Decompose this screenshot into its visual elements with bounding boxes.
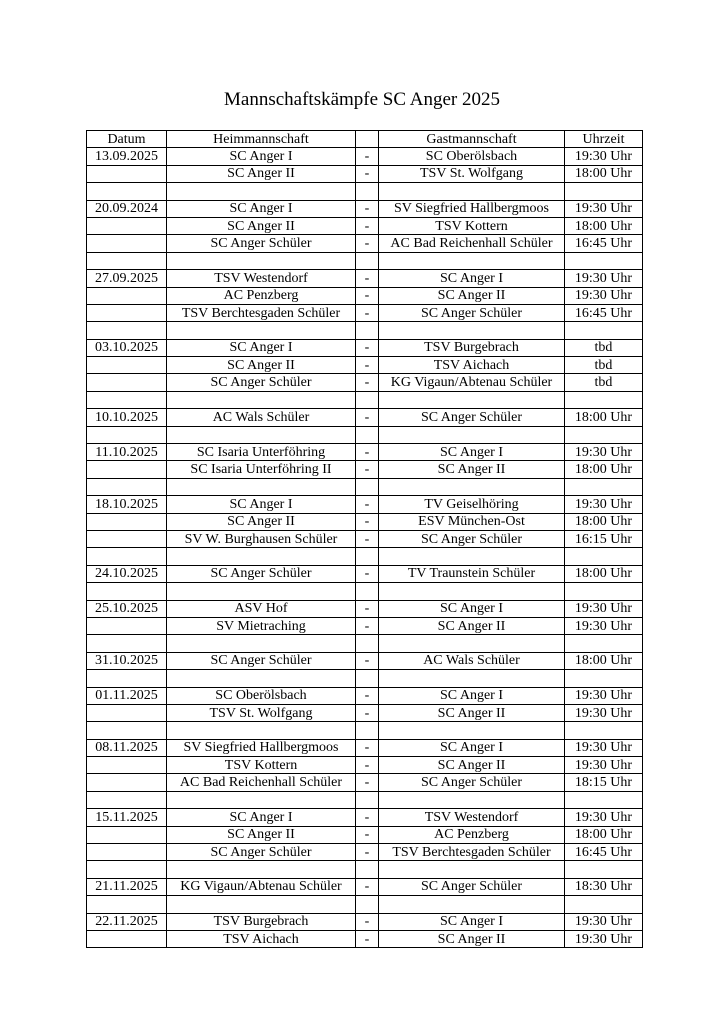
header-date: Datum	[87, 131, 167, 148]
date-cell	[87, 861, 167, 878]
separator-cell	[356, 322, 379, 339]
guest-team-cell: AC Wals Schüler	[379, 652, 565, 669]
spacer-row	[87, 583, 643, 600]
home-team-cell	[167, 670, 356, 687]
separator-cell: -	[356, 913, 379, 930]
time-cell: 18:30 Uhr	[565, 878, 643, 895]
time-cell: 18:00 Uhr	[565, 826, 643, 843]
guest-team-cell: SC Anger I	[379, 913, 565, 930]
date-cell	[87, 235, 167, 252]
separator-cell: -	[356, 878, 379, 895]
time-cell: tbd	[565, 357, 643, 374]
separator-cell: -	[356, 304, 379, 321]
home-team-cell: TSV Burgebrach	[167, 913, 356, 930]
home-team-cell: SV W. Burghausen Schüler	[167, 530, 356, 547]
guest-team-cell: SC Anger Schüler	[379, 774, 565, 791]
separator-cell	[356, 183, 379, 200]
guest-team-cell: TSV Westendorf	[379, 809, 565, 826]
table-row	[87, 200, 643, 217]
guest-team-cell	[379, 391, 565, 408]
time-cell	[565, 426, 643, 443]
home-team-cell: AC Penzberg	[167, 287, 356, 304]
date-cell	[87, 722, 167, 739]
home-team-cell	[167, 183, 356, 200]
date-cell	[87, 583, 167, 600]
date-cell	[87, 165, 167, 182]
header-separator	[356, 131, 379, 148]
time-cell: 18:00 Uhr	[565, 565, 643, 582]
separator-cell: -	[356, 930, 379, 947]
separator-cell: -	[356, 652, 379, 669]
date-cell	[87, 670, 167, 687]
spacer-row	[87, 426, 643, 443]
table-row	[87, 235, 643, 252]
table-row	[87, 878, 643, 895]
spacer-row	[87, 252, 643, 269]
spacer-row	[87, 861, 643, 878]
date-cell: 22.11.2025	[87, 913, 167, 930]
date-cell: 13.09.2025	[87, 148, 167, 165]
separator-cell: -	[356, 844, 379, 861]
time-cell	[565, 896, 643, 913]
guest-team-cell: SC Anger I	[379, 687, 565, 704]
guest-team-cell: TSV St. Wolfgang	[379, 165, 565, 182]
table-row	[87, 757, 643, 774]
home-team-cell: SC Anger I	[167, 148, 356, 165]
time-cell: 19:30 Uhr	[565, 444, 643, 461]
table-row	[87, 287, 643, 304]
separator-cell: -	[356, 687, 379, 704]
table-row	[87, 739, 643, 756]
separator-cell: -	[356, 287, 379, 304]
guest-team-cell: SC Anger I	[379, 739, 565, 756]
date-cell	[87, 183, 167, 200]
date-cell	[87, 896, 167, 913]
separator-cell: -	[356, 409, 379, 426]
spacer-row	[87, 896, 643, 913]
table-row	[87, 652, 643, 669]
time-cell: 19:30 Uhr	[565, 704, 643, 721]
separator-cell: -	[356, 617, 379, 634]
time-cell: 19:30 Uhr	[565, 617, 643, 634]
date-cell	[87, 374, 167, 391]
home-team-cell	[167, 426, 356, 443]
guest-team-cell: SC Anger II	[379, 757, 565, 774]
home-team-cell: SC Isaria Unterföhring	[167, 444, 356, 461]
separator-cell	[356, 722, 379, 739]
home-team-cell: AC Wals Schüler	[167, 409, 356, 426]
guest-team-cell	[379, 791, 565, 808]
spacer-row	[87, 722, 643, 739]
time-cell: 18:15 Uhr	[565, 774, 643, 791]
table-row	[87, 165, 643, 182]
home-team-cell: SC Anger II	[167, 357, 356, 374]
table-row	[87, 704, 643, 721]
home-team-cell: SC Anger II	[167, 513, 356, 530]
date-cell: 21.11.2025	[87, 878, 167, 895]
separator-cell	[356, 548, 379, 565]
date-cell: 20.09.2024	[87, 200, 167, 217]
home-team-cell: SC Anger Schüler	[167, 652, 356, 669]
separator-cell: -	[356, 217, 379, 234]
home-team-cell	[167, 322, 356, 339]
separator-cell: -	[356, 600, 379, 617]
time-cell: 18:00 Uhr	[565, 217, 643, 234]
date-cell	[87, 930, 167, 947]
guest-team-cell	[379, 722, 565, 739]
table-row	[87, 270, 643, 287]
table-row	[87, 826, 643, 843]
home-team-cell: TSV St. Wolfgang	[167, 704, 356, 721]
date-cell	[87, 461, 167, 478]
guest-team-cell	[379, 183, 565, 200]
separator-cell: -	[356, 165, 379, 182]
date-cell	[87, 548, 167, 565]
date-cell	[87, 252, 167, 269]
guest-team-cell: SC Anger Schüler	[379, 878, 565, 895]
time-cell: 19:30 Uhr	[565, 287, 643, 304]
guest-team-cell: SC Anger Schüler	[379, 530, 565, 547]
home-team-cell	[167, 722, 356, 739]
date-cell: 11.10.2025	[87, 444, 167, 461]
separator-cell	[356, 583, 379, 600]
time-cell: 18:00 Uhr	[565, 409, 643, 426]
table-row	[87, 913, 643, 930]
spacer-row	[87, 670, 643, 687]
table-row	[87, 444, 643, 461]
guest-team-cell: SC Anger II	[379, 704, 565, 721]
separator-cell	[356, 426, 379, 443]
time-cell: 19:30 Uhr	[565, 757, 643, 774]
table-row	[87, 148, 643, 165]
table-header	[87, 131, 643, 148]
guest-team-cell	[379, 635, 565, 652]
header-time: Uhrzeit	[565, 131, 643, 148]
table-row	[87, 774, 643, 791]
time-cell: 18:00 Uhr	[565, 513, 643, 530]
spacer-row	[87, 183, 643, 200]
time-cell	[565, 548, 643, 565]
date-cell	[87, 826, 167, 843]
date-cell	[87, 774, 167, 791]
time-cell: 19:30 Uhr	[565, 687, 643, 704]
date-cell	[87, 217, 167, 234]
table-row	[87, 530, 643, 547]
home-team-cell: SC Anger II	[167, 165, 356, 182]
guest-team-cell	[379, 670, 565, 687]
home-team-cell: KG Vigaun/Abtenau Schüler	[167, 878, 356, 895]
home-team-cell: TSV Westendorf	[167, 270, 356, 287]
date-cell: 24.10.2025	[87, 565, 167, 582]
separator-cell: -	[356, 513, 379, 530]
date-cell	[87, 844, 167, 861]
home-team-cell: SC Oberölsbach	[167, 687, 356, 704]
guest-team-cell: TSV Kottern	[379, 217, 565, 234]
time-cell	[565, 791, 643, 808]
home-team-cell: ASV Hof	[167, 600, 356, 617]
guest-team-cell: TSV Berchtesgaden Schüler	[379, 844, 565, 861]
home-team-cell: SC Anger I	[167, 339, 356, 356]
home-team-cell	[167, 791, 356, 808]
guest-team-cell: KG Vigaun/Abtenau Schüler	[379, 374, 565, 391]
home-team-cell: SC Anger II	[167, 826, 356, 843]
table-row	[87, 844, 643, 861]
guest-team-cell	[379, 478, 565, 495]
guest-team-cell: SC Anger Schüler	[379, 304, 565, 321]
table-row	[87, 374, 643, 391]
separator-cell: -	[356, 339, 379, 356]
time-cell: 16:45 Uhr	[565, 235, 643, 252]
date-cell	[87, 635, 167, 652]
separator-cell: -	[356, 774, 379, 791]
guest-team-cell: TV Traunstein Schüler	[379, 565, 565, 582]
schedule-table	[86, 130, 643, 948]
table-row	[87, 409, 643, 426]
date-cell	[87, 391, 167, 408]
table-row	[87, 339, 643, 356]
time-cell: 19:30 Uhr	[565, 496, 643, 513]
date-cell: 03.10.2025	[87, 339, 167, 356]
home-team-cell	[167, 583, 356, 600]
header-row	[87, 131, 643, 148]
home-team-cell: SC Anger II	[167, 217, 356, 234]
time-cell	[565, 583, 643, 600]
time-cell	[565, 183, 643, 200]
date-cell	[87, 757, 167, 774]
guest-team-cell: SC Anger I	[379, 444, 565, 461]
home-team-cell	[167, 548, 356, 565]
home-team-cell: SV Siegfried Hallbergmoos	[167, 739, 356, 756]
date-cell: 18.10.2025	[87, 496, 167, 513]
table-row	[87, 809, 643, 826]
spacer-row	[87, 635, 643, 652]
home-team-cell: AC Bad Reichenhall Schüler	[167, 774, 356, 791]
guest-team-cell: SC Anger II	[379, 617, 565, 634]
date-cell: 31.10.2025	[87, 652, 167, 669]
table-row	[87, 617, 643, 634]
separator-cell: -	[356, 461, 379, 478]
home-team-cell: SC Anger Schüler	[167, 235, 356, 252]
date-cell: 01.11.2025	[87, 687, 167, 704]
date-cell	[87, 426, 167, 443]
date-cell: 27.09.2025	[87, 270, 167, 287]
guest-team-cell: AC Bad Reichenhall Schüler	[379, 235, 565, 252]
guest-team-cell: SC Oberölsbach	[379, 148, 565, 165]
guest-team-cell: TSV Burgebrach	[379, 339, 565, 356]
guest-team-cell: ESV München-Ost	[379, 513, 565, 530]
time-cell: 19:30 Uhr	[565, 913, 643, 930]
separator-cell: -	[356, 565, 379, 582]
date-cell	[87, 617, 167, 634]
separator-cell: -	[356, 704, 379, 721]
guest-team-cell: SV Siegfried Hallbergmoos	[379, 200, 565, 217]
home-team-cell: TSV Kottern	[167, 757, 356, 774]
time-cell: tbd	[565, 374, 643, 391]
home-team-cell: SC Isaria Unterföhring II	[167, 461, 356, 478]
date-cell	[87, 478, 167, 495]
table-body	[87, 148, 643, 948]
time-cell	[565, 861, 643, 878]
date-cell	[87, 304, 167, 321]
guest-team-cell: SC Anger I	[379, 600, 565, 617]
date-cell: 10.10.2025	[87, 409, 167, 426]
table-row	[87, 565, 643, 582]
time-cell	[565, 722, 643, 739]
home-team-cell: TSV Aichach	[167, 930, 356, 947]
separator-cell	[356, 670, 379, 687]
home-team-cell: SC Anger Schüler	[167, 844, 356, 861]
home-team-cell	[167, 391, 356, 408]
separator-cell	[356, 391, 379, 408]
home-team-cell	[167, 896, 356, 913]
time-cell: 16:45 Uhr	[565, 304, 643, 321]
guest-team-cell: TV Geiselhöring	[379, 496, 565, 513]
guest-team-cell: SC Anger II	[379, 930, 565, 947]
guest-team-cell	[379, 426, 565, 443]
separator-cell: -	[356, 826, 379, 843]
date-cell	[87, 704, 167, 721]
separator-cell: -	[356, 270, 379, 287]
guest-team-cell: TSV Aichach	[379, 357, 565, 374]
time-cell: 19:30 Uhr	[565, 600, 643, 617]
time-cell	[565, 635, 643, 652]
time-cell: 19:30 Uhr	[565, 930, 643, 947]
table-row	[87, 513, 643, 530]
separator-cell	[356, 791, 379, 808]
time-cell: 16:15 Uhr	[565, 530, 643, 547]
home-team-cell: SC Anger Schüler	[167, 374, 356, 391]
date-cell: 08.11.2025	[87, 739, 167, 756]
separator-cell	[356, 896, 379, 913]
guest-team-cell: SC Anger II	[379, 461, 565, 478]
date-cell	[87, 322, 167, 339]
home-team-cell	[167, 635, 356, 652]
home-team-cell	[167, 478, 356, 495]
guest-team-cell	[379, 252, 565, 269]
guest-team-cell	[379, 583, 565, 600]
separator-cell: -	[356, 357, 379, 374]
table-row	[87, 461, 643, 478]
date-cell	[87, 357, 167, 374]
home-team-cell: SC Anger Schüler	[167, 565, 356, 582]
time-cell: 19:30 Uhr	[565, 148, 643, 165]
separator-cell	[356, 635, 379, 652]
separator-cell: -	[356, 444, 379, 461]
separator-cell: -	[356, 496, 379, 513]
separator-cell: -	[356, 739, 379, 756]
table-row	[87, 600, 643, 617]
spacer-row	[87, 391, 643, 408]
time-cell: tbd	[565, 339, 643, 356]
spacer-row	[87, 791, 643, 808]
table-row	[87, 304, 643, 321]
guest-team-cell	[379, 896, 565, 913]
guest-team-cell	[379, 861, 565, 878]
date-cell	[87, 287, 167, 304]
time-cell	[565, 391, 643, 408]
table-row	[87, 496, 643, 513]
table-row	[87, 930, 643, 947]
separator-cell: -	[356, 809, 379, 826]
time-cell: 19:30 Uhr	[565, 809, 643, 826]
guest-team-cell: SC Anger II	[379, 287, 565, 304]
table-row	[87, 687, 643, 704]
time-cell: 19:30 Uhr	[565, 270, 643, 287]
table-row	[87, 217, 643, 234]
separator-cell: -	[356, 235, 379, 252]
separator-cell: -	[356, 200, 379, 217]
time-cell: 16:45 Uhr	[565, 844, 643, 861]
page-title: Mannschaftskämpfe SC Anger 2025	[224, 89, 500, 110]
date-cell	[87, 791, 167, 808]
separator-cell: -	[356, 757, 379, 774]
home-team-cell	[167, 861, 356, 878]
home-team-cell: SC Anger I	[167, 200, 356, 217]
separator-cell: -	[356, 374, 379, 391]
guest-team-cell: SC Anger I	[379, 270, 565, 287]
time-cell	[565, 478, 643, 495]
spacer-row	[87, 478, 643, 495]
guest-team-cell: SC Anger Schüler	[379, 409, 565, 426]
date-cell	[87, 513, 167, 530]
date-cell	[87, 530, 167, 547]
time-cell	[565, 322, 643, 339]
time-cell: 18:00 Uhr	[565, 652, 643, 669]
time-cell: 19:30 Uhr	[565, 739, 643, 756]
spacer-row	[87, 322, 643, 339]
home-team-cell	[167, 252, 356, 269]
home-team-cell: TSV Berchtesgaden Schüler	[167, 304, 356, 321]
home-team-cell: SC Anger I	[167, 496, 356, 513]
separator-cell	[356, 861, 379, 878]
time-cell	[565, 670, 643, 687]
guest-team-cell	[379, 322, 565, 339]
home-team-cell: SV Mietraching	[167, 617, 356, 634]
time-cell: 18:00 Uhr	[565, 165, 643, 182]
separator-cell: -	[356, 148, 379, 165]
header-home-team: Heimmannschaft	[167, 131, 356, 148]
header-guest-team: Gastmannschaft	[379, 131, 565, 148]
guest-team-cell: AC Penzberg	[379, 826, 565, 843]
time-cell: 18:00 Uhr	[565, 461, 643, 478]
separator-cell: -	[356, 530, 379, 547]
date-cell: 25.10.2025	[87, 600, 167, 617]
time-cell: 19:30 Uhr	[565, 200, 643, 217]
separator-cell	[356, 252, 379, 269]
separator-cell	[356, 478, 379, 495]
guest-team-cell	[379, 548, 565, 565]
date-cell: 15.11.2025	[87, 809, 167, 826]
home-team-cell: SC Anger I	[167, 809, 356, 826]
table-row	[87, 357, 643, 374]
spacer-row	[87, 548, 643, 565]
time-cell	[565, 252, 643, 269]
